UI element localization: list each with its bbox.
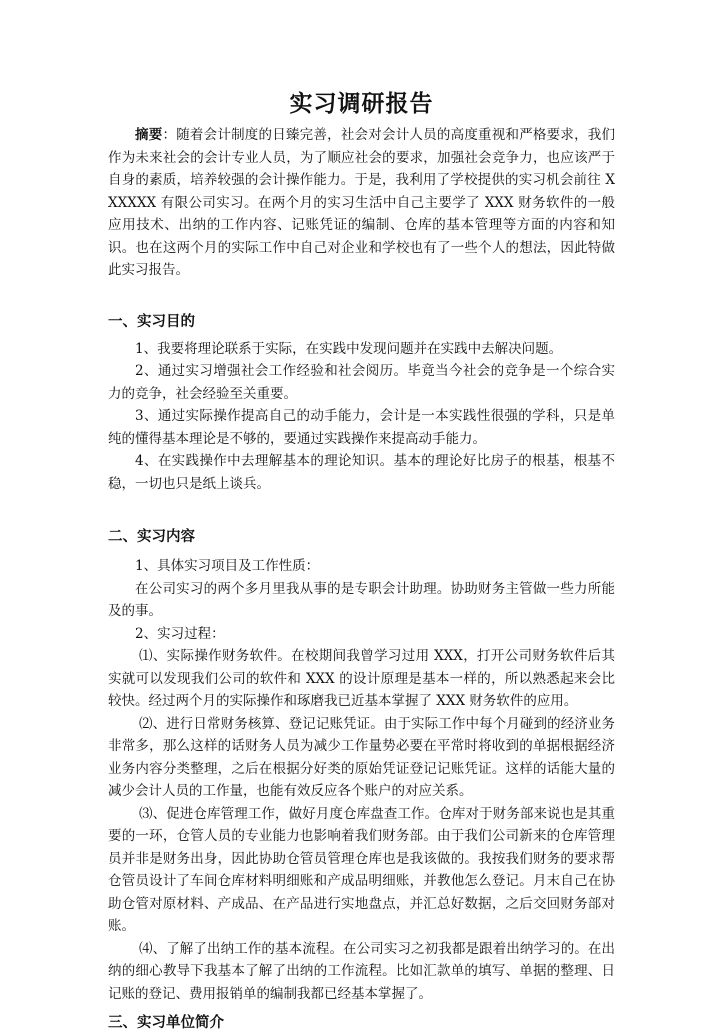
abstract-colon: ： [162,127,177,143]
section-heading-company: 三、实习单位简介 [108,1015,224,1031]
process-item-1: ⑴、实际操作财务软件。在校期间我曾学习过用 XXX，打开公司财务软件后其实就可以发现我们公司的软件和 XXX 的设计原理是基本一样的，所以熟悉起来会比较快。经过两个月的实际操作和琢磨我已近基本掌握了 XXX 财务软件的应用。 [108,648,615,709]
purpose-item-4: 4、在实践操作中去理解基本的理论知识。基本的理论好比房子的根基，根基不稳，一切也只是纸上谈兵。 [108,453,615,492]
purpose-item-1: 1、我要将理论联系于实际，在实践中发现问题并在实践中去解决问题。 [135,340,563,357]
page-title: 实习调研报告 [289,91,434,117]
section-heading-purpose: 一、实习目的 [108,313,195,330]
process-item-4: ⑷、了解了出纳工作的基本流程。在公司实习之初我都是跟着出纳学习的。在出纳的细心教导下我基本了解了出纳的工作流程。比如汇款单的填写、单据的整理、日记账的登记、费用报销单的编制我都已经基本掌握了。 [108,940,615,1002]
abstract-paragraph [108,124,615,282]
section-heading-content: 二、实习内容 [108,529,195,545]
content-sub1-title: 1、具体实习项目及工作性质： [135,558,320,574]
purpose-item-2: 2、通过实习增强社会工作经验和社会阅历。毕竟当今社会的竞争是一个综合实力的竞争，社会经验至关重要。 [108,363,615,402]
process-item-2: ⑵、进行日常财务核算、登记记账凭证。由于实际工作中每个月碰到的经济业务非常多，那么这样的话财务人员为减少工作量势必要在平常时将收到的单据根据经济业务内容分类整理，之后在根据分好类的原始凭证登记记账凭证。这样的话能大量的减少会计人员的工作量，也能有效反应各个账户的对应关系。 [108,715,615,799]
content-sub1-text: 在公司实习的两个多月里我从事的是专职会计助理。协助财务主管做一些力所能及的事。 [108,580,615,619]
process-item-3: ⑶、促进仓库管理工作，做好月度仓库盘查工作。仓库对于财务部来说也是其重要的一环，仓管人员的专业能力也影响着我们财务部。由于我们公司新来的仓库管理员并非是财务出身，因此协助仓管员管理仓库也是我该做的。我按我们财务的要求帮仓管员设计了车间仓库材料明细账和产成品明细账，并教他怎么登记。月末自己在协助仓管对原材料、产成品、在产品进行实地盘点，并汇总好数据，之后交回财务部对账。 [108,805,615,934]
purpose-item-3: 3、通过实际操作提高自己的动手能力，会计是一本实践性很强的学科，只是单纯的懂得基本理论是不够的，要通过实践操作来提高动手能力。 [108,408,615,447]
document-page [108,88,615,1035]
content-sub2-title: 2、实习过程： [135,625,225,642]
abstract-text: 随着会计制度的日臻完善，社会对会计人员的高度重视和严格要求，我们作为未来社会的会计专业人员，为了顺应社会的要求，加强社会竞争力，也应该严于自身的素质，培养较强的会计操作能力。于是，我利用了学校提供的实习机会前往 XXXXXX 有限公司实习。在两个月的实习生活中自己主要学了 XXX 财务软件的一般应用技术、出纳的工作内容、记账凭证的编制、仓库的基本管理等方面的内容和知识。也在这两个月的实际工作中自己对企业和学校也有了一些个人的想法，因此特做此实习报告。 [108,127,616,278]
abstract-label: 摘要 [135,127,163,143]
